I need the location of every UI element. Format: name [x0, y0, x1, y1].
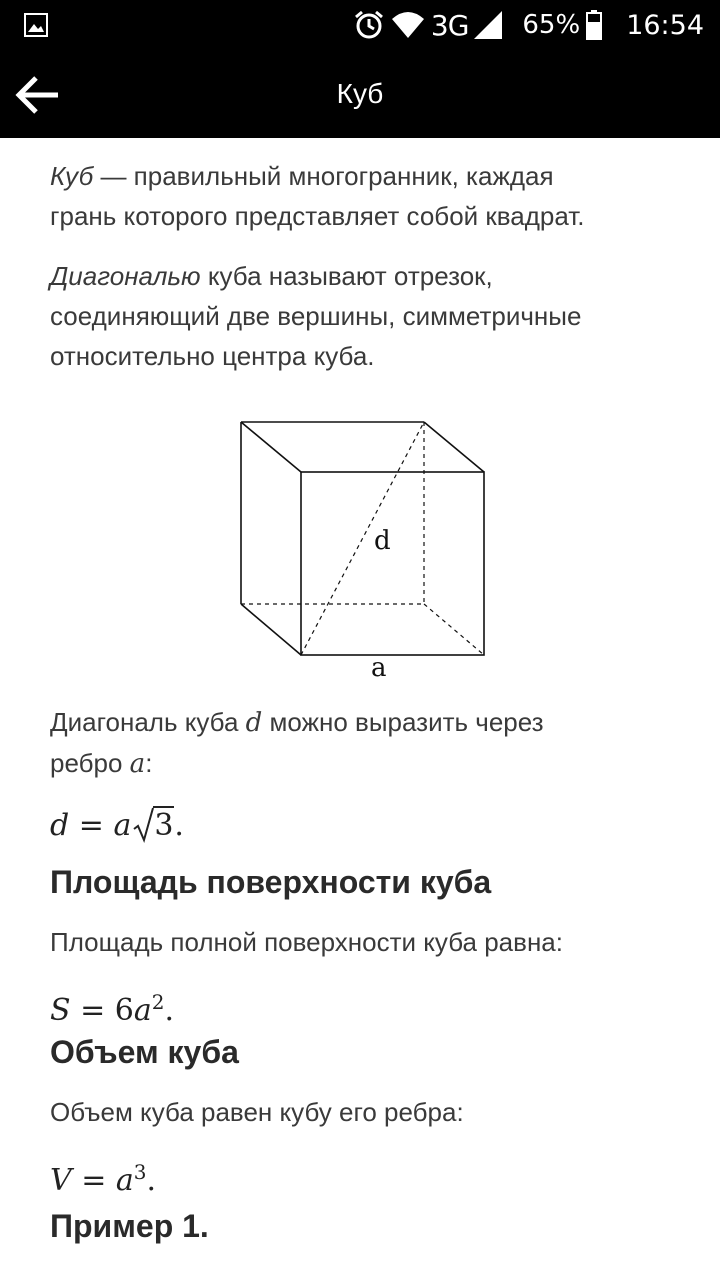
- definition-paragraph: [50, 156, 690, 236]
- network-type: 3G: [430, 8, 469, 42]
- formula-surface-area: $S = 6a^2$.: [50, 990, 175, 1028]
- edge-bottom-left: [241, 604, 301, 655]
- sqrt-icon: [133, 807, 155, 843]
- definition-text-line2: грань которого представляет собой квадрат.: [50, 201, 585, 231]
- diagonal-text-line2: соединяющий две вершины, симметричные: [50, 301, 582, 331]
- page-title: Куб: [336, 78, 384, 109]
- definition-text: — правильный многогранник, каждая: [93, 161, 554, 191]
- variable-d: d: [245, 708, 263, 738]
- diagonal-paragraph: [50, 256, 690, 376]
- hidden-edge-bottom-right: [424, 604, 484, 655]
- clock: 16:54: [626, 9, 704, 41]
- diagonal-text: куба называют отрезок,: [200, 261, 493, 291]
- diagonal-term: Диагональю: [50, 261, 201, 291]
- wifi-icon: [391, 11, 425, 39]
- gallery-icon: [24, 13, 48, 37]
- edge-label: a: [371, 653, 387, 683]
- edge-top-left: [241, 422, 301, 472]
- app-bar: [0, 50, 720, 138]
- diagonal-label: d: [374, 526, 391, 556]
- status-bar: [0, 0, 720, 50]
- definition-term: Куб: [50, 161, 94, 191]
- formula-diagonal: d = a 3.: [50, 804, 184, 848]
- surface-area-text: Площадь полной поверхности куба равна:: [50, 927, 563, 957]
- diagonal-text-line3: относительно центра куба.: [50, 341, 375, 371]
- signal-icon: [474, 11, 502, 39]
- battery-icon: [586, 10, 602, 40]
- variable-a: a: [129, 749, 146, 779]
- alarm-icon: [353, 9, 385, 41]
- surface-area-heading: Площадь поверхности куба: [50, 864, 492, 900]
- volume-heading: Объем куба: [50, 1034, 239, 1070]
- formula-volume: $V = a^3$.: [50, 1160, 157, 1198]
- cube-figure: [238, 414, 498, 684]
- cube-diagonal: [301, 422, 424, 655]
- sqrt-sign: 3: [133, 804, 174, 848]
- volume-text: Объем куба равен кубу его ребра:: [50, 1097, 464, 1127]
- status-icons: [353, 0, 704, 50]
- example-heading: Пример 1.: [50, 1208, 209, 1244]
- battery-percentage: 65%: [522, 10, 581, 40]
- diagonal-expression-paragraph: Диагональ куба d можно выразить через ребро a:: [50, 707, 544, 779]
- front-face: [301, 472, 484, 655]
- edge-top-right: [424, 422, 484, 472]
